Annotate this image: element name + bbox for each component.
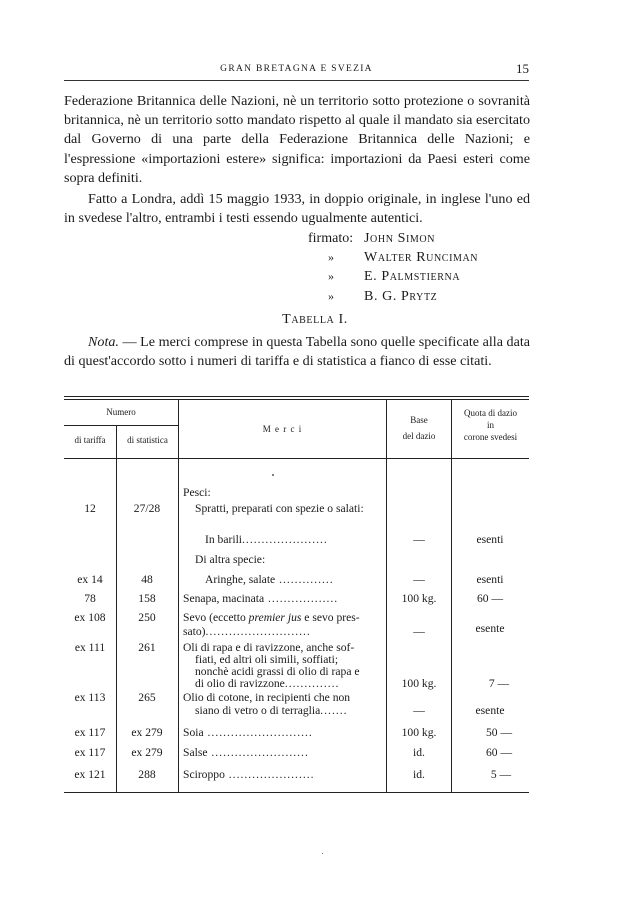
table-row-tariffa: ex 113: [74, 691, 106, 704]
header-base: [387, 414, 451, 442]
table-row-base: —: [413, 625, 425, 638]
table-row-merci: Di altra specie:: [195, 553, 266, 566]
header-quota-line: in: [486, 420, 494, 430]
table-row-base: 100 kg.: [401, 677, 437, 690]
header-di-statistica: di statistica: [127, 435, 168, 445]
merci-text: Senapa, macinata: [183, 592, 265, 605]
table-row-merci: [183, 726, 386, 740]
table-row-quota: 5 —: [490, 768, 512, 781]
page-number: 15: [516, 61, 529, 76]
table-row-merci: [183, 704, 398, 718]
table-row-statistica: 265: [138, 691, 156, 704]
table-row-base: id.: [413, 746, 425, 759]
signature-row: [308, 248, 478, 267]
signatory-name: E. Palmstierna: [364, 269, 461, 285]
signatory-name: John Simon: [364, 231, 436, 246]
table-row-merci: Pesci:: [183, 486, 211, 499]
note-lead: Nota.: [88, 334, 119, 350]
running-head: [64, 62, 529, 78]
table-row-merci: Olio di cotone, in recipienti che non: [183, 691, 351, 704]
leader-dots: ..............: [284, 677, 340, 690]
numero-split-rule: [64, 425, 178, 426]
signature-row: [308, 287, 478, 306]
header-quota-line: Quota di dazio: [464, 408, 517, 418]
header-merci: M e r c i: [262, 424, 303, 434]
table-row-statistica: 288: [138, 768, 156, 781]
table-row-merci: Oli di rapa e di ravizzone, anche sof-: [183, 641, 355, 654]
table-row-statistica: 261: [138, 641, 156, 654]
table-row-merci: [183, 746, 386, 760]
table-row-merci: [183, 533, 386, 547]
table-row-tariffa: 12: [84, 502, 96, 515]
table-bottom-rule: [64, 792, 529, 793]
table-row-merci: fiati, ed altri oli simili, soffiati;: [195, 653, 339, 666]
note-text: — Le merci comprese in questa Tabella sono quelle specificate alla data di quest'accordo sotto i numeri di tariffa e di statistica a fianco di esse citati.: [64, 334, 530, 370]
header-rule: [64, 80, 529, 81]
table-row-quota: 50 —: [485, 726, 513, 739]
table-title: Tabella I.: [282, 312, 348, 327]
table-top-rule: [64, 399, 529, 400]
table-row-merci: [183, 677, 398, 691]
table-row-quota: esenti: [476, 533, 504, 546]
leader-dots: .........................: [207, 746, 309, 759]
table-row-base: id.: [413, 768, 425, 781]
merci-italic: premier jus: [248, 611, 302, 624]
leader-dots: ..................: [264, 592, 339, 605]
table-row-merci: [183, 625, 386, 639]
signatory-name: Walter Runciman: [364, 250, 479, 266]
running-title: GRAN BRETAGNA E SVEZIA: [220, 64, 373, 74]
merci-text: In barili: [205, 533, 243, 546]
table-row-tariffa: ex 111: [74, 641, 106, 654]
ditto-mark: »: [328, 269, 334, 284]
merci-text: Soia: [183, 726, 204, 739]
leader-dots: ...........................: [203, 726, 313, 739]
paragraph-definitions: Federazione Britannica delle Nazioni, nè un territorio sotto protezione o sovranità britannica, nè un territorio sotto mandato rispetto al quale il mandato sia esercitato dal Governo di una parte della Federazione Britannica delle Nazioni; e l'espressione «importazioni estere» significa: importazioni da Paesi esteri come sopra definiti.: [64, 93, 530, 186]
leader-dots: ...........................: [205, 625, 311, 638]
table-note: [64, 333, 530, 371]
table-row-tariffa: ex 14: [77, 573, 103, 586]
table-row-quota: 7 —: [488, 677, 510, 690]
table-row-statistica: 27/28: [133, 502, 161, 515]
signatory-name: B. G. Prytz: [364, 288, 438, 304]
signature-row: [308, 229, 478, 248]
merci-text: e sevo pres-: [301, 611, 360, 624]
ditto-mark: »: [328, 288, 334, 303]
merci-text: Aringhe, salate: [205, 573, 276, 586]
signature-block: [308, 229, 478, 306]
print-speck: [272, 474, 274, 476]
merci-text: Salse: [183, 746, 208, 759]
table-row-merci: [183, 573, 386, 587]
table-row-statistica: 158: [138, 592, 156, 605]
table-row-statistica: 250: [138, 611, 156, 624]
header-quota: [452, 407, 529, 443]
merci-text: Sevo (eccetto: [183, 611, 249, 624]
table-row-tariffa: 78: [84, 592, 96, 605]
table-row-merci: [183, 611, 386, 625]
print-speck: [322, 853, 323, 854]
firmato-label: firmato:: [308, 231, 354, 246]
leader-dots: .......: [320, 704, 348, 717]
signature-row: [308, 267, 478, 286]
table-row-merci: nonchè acidi grassi di olio di rapa e: [195, 665, 360, 678]
leader-dots: ..............: [275, 573, 334, 586]
table-row-quota: esente: [475, 622, 505, 635]
table-row-statistica: 48: [141, 573, 153, 586]
leader-dots: ......................: [242, 533, 328, 546]
leader-dots: ......................: [224, 768, 315, 781]
table-row-statistica: ex 279: [131, 726, 163, 739]
merci-text: Sciroppo: [183, 768, 225, 781]
table-row-quota: 60 —: [476, 592, 504, 605]
table-row-tariffa: ex 121: [74, 768, 106, 781]
header-quota-line: corone svedesi: [463, 432, 518, 442]
header-bottom-rule: [64, 458, 529, 459]
paragraph-signing: Fatto a Londra, addì 15 maggio 1933, in doppio originale, in inglese l'uno ed in svedese l'altro, entrambi i testi essendo ugualmente autentici.: [64, 191, 530, 227]
ditto-mark: »: [328, 250, 334, 265]
table-row-tariffa: ex 117: [74, 726, 106, 739]
header-numero: Numero: [106, 407, 136, 417]
table-row-merci: [183, 592, 386, 606]
table-row-merci: [183, 768, 386, 782]
header-base-line: del dazio: [402, 431, 436, 441]
table-row-base: —: [413, 704, 425, 717]
merci-text: siano di vetro o di terraglia: [195, 704, 321, 717]
table-top-rule: [64, 396, 529, 397]
header-base-line: Base: [410, 415, 428, 425]
table-row-statistica: ex 279: [131, 746, 163, 759]
table-row-tariffa: ex 117: [74, 746, 106, 759]
table-row-tariffa: ex 108: [74, 611, 106, 624]
table-row-merci: Spratti, preparati con spezie o salati:: [195, 502, 364, 515]
merci-text: sato): [183, 625, 206, 638]
table-row-quota: 60 —: [485, 746, 513, 759]
merci-text: di olio di ravizzone: [195, 677, 285, 690]
column-divider: [178, 400, 179, 792]
header-di-tariffa: di tariffa: [74, 435, 106, 445]
table-row-quota: esente: [475, 704, 505, 717]
table-row-base: 100 kg.: [401, 592, 437, 605]
table-row-base: 100 kg.: [401, 726, 437, 739]
table-row-base: —: [413, 573, 425, 586]
table-row-base: —: [413, 533, 425, 546]
table-row-quota: esenti: [476, 573, 504, 586]
